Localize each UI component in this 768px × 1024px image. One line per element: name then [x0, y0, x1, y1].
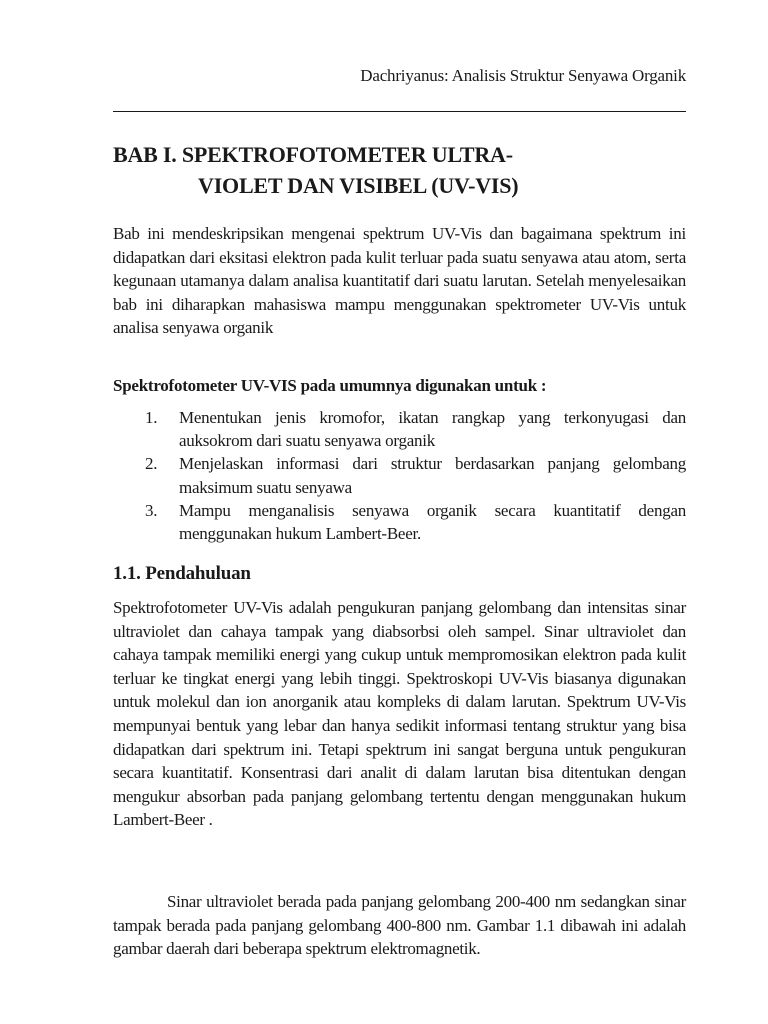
list-item-number: 2.: [145, 454, 158, 474]
uses-list: [113, 406, 686, 545]
chapter-title-line2: VIOLET DAN VISIBEL (UV-VIS): [198, 173, 519, 198]
list-item: [113, 452, 686, 498]
document-page: [113, 0, 686, 1024]
list-item-number: 1.: [145, 408, 158, 427]
section-heading: 1.1. Pendahuluan: [113, 563, 251, 584]
section-paragraph-1: Spektrofotometer UV-Vis adalah pengukuran panjang gelombang dan intensitas sinar ultraviolet dan cahaya tampak yang diabsorbsi oleh sampel. Sinar ultraviolet dan cahaya tampak memiliki energi yang cukup untuk mempromosikan elektron pada kulit terluar ke tingkat energi yang lebih tinggi. Spektroskopi UV-Vis biasanya digunakan untuk molekul dan ion anorganik atau kompleks di dalam larutan. Spektrum UV-Vis mempunyai bentuk yang lebar dan hanya sedikit informasi tentang struktur yang bisa didapatkan dari spektrum ini. Tetapi spektrum ini sangat berguna untuk pengukuran secara kuantitatif. Konsentrasi dari analit di dalam larutan bisa ditentukan dengan mengukur absorban pada panjang gelombang tertentu dengan menggunakan hukum Lambert-Beer .: [113, 598, 686, 830]
chapter-title-line1: BAB I. SPEKTROFOTOMETER ULTRA-: [113, 142, 513, 167]
header-rule: [113, 111, 686, 112]
list-item: [113, 499, 686, 545]
list-item-number: 3.: [145, 500, 158, 520]
list-item-text: Menjelaskan informasi dari struktur berdasarkan panjang gelombang maksimum suatu senyawa: [179, 454, 686, 497]
section-paragraph-2: Sinar ultraviolet berada pada panjang gelombang 200-400 nm sedangkan sinar tampak berada pada panjang gelombang 400-800 nm. Gambar 1.1 dibawah ini adalah gambar daerah dari beberapa spektrum elektromagnetik.: [113, 892, 686, 959]
list-item-text: Menentukan jenis kromofor, ikatan rangkap yang terkonyugasi dan auksokrom dari suatu senyawa organik: [179, 408, 686, 451]
chapter-title: [113, 139, 686, 201]
uses-heading: Spektrofotometer UV-VIS pada umumnya digunakan untuk :: [113, 376, 547, 395]
intro-paragraph: Bab ini mendeskripsikan mengenai spektrum UV-Vis dan bagaimana spektrum ini didapatkan dari eksitasi elektron pada kulit terluar pada suatu senyawa atau atom, serta kegunaan utamanya dalam analisa kuantitatif dari suatu larutan. Setelah menyelesaikan bab ini diharapkan mahasiswa mampu menggunakan spektrometer UV-Vis untuk analisa senyawa organik: [113, 224, 686, 338]
list-item-text: Mampu menganalisis senyawa organik secara kuantitatif dengan menggunakan hukum Lambert-Beer.: [179, 500, 686, 544]
list-item: [113, 406, 686, 452]
running-header: Dachriyanus: Analisis Struktur Senyawa Organik: [360, 66, 686, 85]
